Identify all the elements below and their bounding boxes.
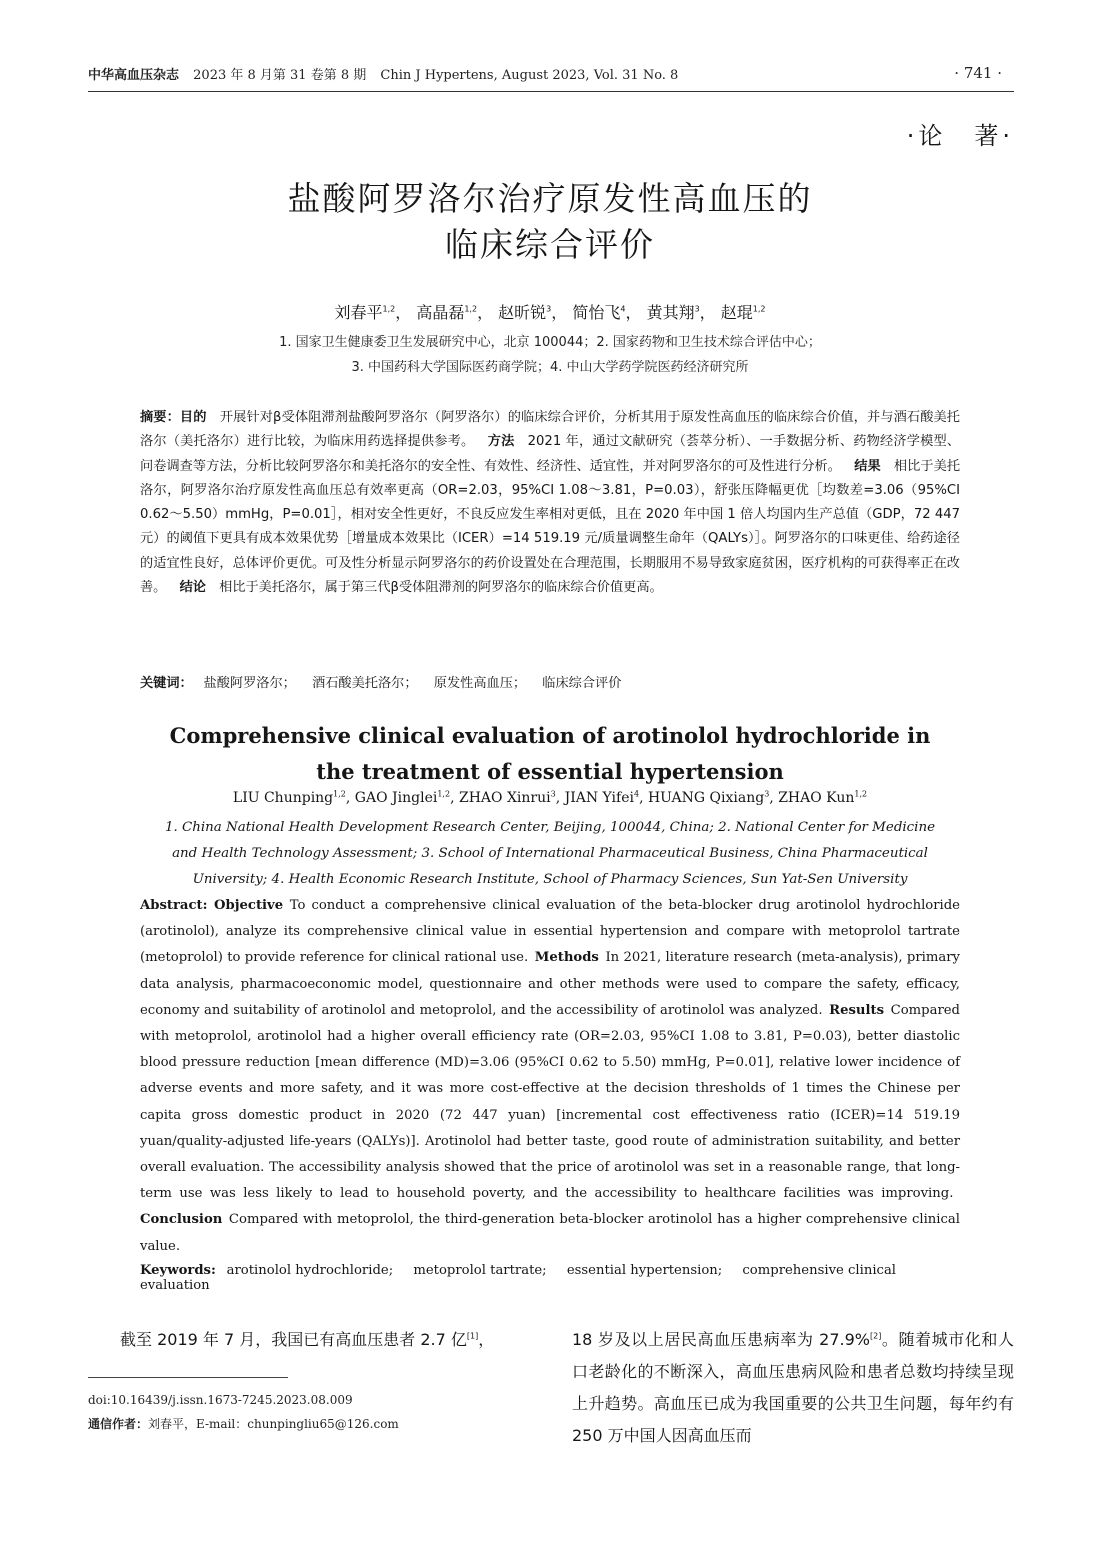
author-affil-mark: 3 xyxy=(694,304,700,314)
abstract-en xyxy=(140,893,960,1260)
conclusion-label: Conclusion xyxy=(140,1212,223,1228)
author-name: 赵昕锐 xyxy=(498,303,547,322)
affiliations-en: 1. China National Health Development Research Center, Beijing, 100044, China; 2. National Center for Medicine and Health Technology Assessment; 3. School of International Pharmaceutical Business, China Pharmaceutical University; 4. Health Economic Research Institute, School of Pharmacy Sciences, Sun Yat-Sen University xyxy=(164,820,936,887)
author-name: JIAN Yifei xyxy=(564,790,634,806)
keywords-en xyxy=(140,1263,960,1293)
running-header xyxy=(88,64,1014,92)
results-label: 结果 xyxy=(854,458,881,474)
corresponding-text: 刘春平，E-mail：chunpingliu65@126.com xyxy=(148,1417,399,1431)
author-affil-mark: 3 xyxy=(550,789,556,799)
objective-label: Objective xyxy=(214,898,284,913)
citation-ref: [2] xyxy=(870,1331,882,1341)
title-en-line: Comprehensive clinical evaluation of arotinolol hydrochloride in xyxy=(169,723,931,748)
issue-info-cn: 2023 年 8 月第 31 卷第 8 期 xyxy=(193,68,367,83)
conclusion-text: Compared with metoprolol, the third-generation beta-blocker arotinolol has a higher comprehensive clinical value. xyxy=(140,1212,960,1254)
author-affil-mark: 1,2 xyxy=(382,304,396,314)
author-name: 刘春平 xyxy=(334,303,383,322)
doi: doi:10.16439/j.issn.1673-7245.2023.08.009 xyxy=(88,1393,353,1407)
keyword: 原发性高血压； xyxy=(433,676,527,691)
author-name: 高晶磊 xyxy=(416,303,465,322)
affiliation-line: 3. 中国药科大学国际医药商学院；4. 中山大学药学院医药经济研究所 xyxy=(351,360,749,375)
affiliations-cn xyxy=(0,330,1100,380)
keyword: metoprolol tartrate; xyxy=(413,1263,547,1278)
issue-info-en: Chin J Hypertens, August 2023, Vol. 31 No. 8 xyxy=(380,68,679,83)
methods-text: 2021 年，通过文献研究（荟萃分析）、一手数据分析、药物经济学模型、问卷调查等方法，分析比较阿罗洛尔和美托洛尔的安全性、有效性、经济性、适宜性，并对阿罗洛尔的可及性进行分析。 xyxy=(140,434,961,474)
methods-label: 方法 xyxy=(487,434,515,450)
author-name: LIU Chunping xyxy=(232,790,334,806)
author-name: 简怡飞 xyxy=(572,303,621,322)
author-name: 黄其翔 xyxy=(646,303,695,322)
keyword: 临床综合评价 xyxy=(542,676,622,691)
author-affil-mark: 3 xyxy=(764,789,770,799)
results-text: Compared with metoprolol, arotinolol had a higher overall efficiency rate (OR=2.03, 95%CI 1.08 to 3.81, P=0.03), better diastolic blood pressure reduction [mean difference (MD)=3.06 (95%CI 0.62 to 5.50) mmHg, P=0.01], relative lower incidence of adverse events and more safety, and it was more cost-effective at the decision thresholds of 1 times the Chinese per capita gross domestic product in 2020 (72 447 yuan) [incremental cost effectiveness ratio (ICER)=14 519.19 yuan/quality-adjusted life-years (QALYs)]. Arotinolol had better taste, good route of administration suitability, and better overall evaluation. The accessibility analysis showed that the price of arotinolol was set in a reasonable range, that long-term use was less likely to lead to household poverty, and the accessibility to healthcare facilities was improving. xyxy=(140,1002,960,1202)
author-affil-mark: 1,2 xyxy=(464,304,478,314)
citation-ref: [1] xyxy=(466,1331,479,1341)
header-rule xyxy=(88,91,1014,92)
keyword: essential hypertension; xyxy=(566,1263,723,1278)
objective-text: 开展针对β受体阻滞剂盐酸阿罗洛尔（阿罗洛尔）的临床综合评价，分析其用于原发性高血压的临床综合价值，并与酒石酸美托洛尔（美托洛尔）进行比较，为临床用药选择提供参考。 xyxy=(140,410,960,450)
body-column-left xyxy=(88,1324,528,1356)
title-cn xyxy=(0,176,1100,268)
title-en-line: the treatment of essential hypertension xyxy=(316,759,784,784)
methods-text: In 2021, literature research (meta-analysis), primary data analysis, pharmacoeconomic model, questionnaire and other methods were used to compare the safety, efficacy, economy and suitability of arotinolol and metoprolol, and the accessibility of arotinolol was analyzed. xyxy=(140,950,960,1018)
results-label: Results xyxy=(829,1002,885,1018)
author-affil-mark: 3 xyxy=(546,304,552,314)
abstract-label: 摘要： xyxy=(140,410,180,425)
body-text: 18 岁及以上居民高血压患病率为 27.9% xyxy=(572,1330,871,1349)
author-name: ZHAO Xinrui xyxy=(458,790,551,806)
abstract-label: Abstract: xyxy=(140,898,208,913)
methods-label: Methods xyxy=(534,950,599,966)
title-cn-line: 临床综合评价 xyxy=(445,225,655,264)
footnotes xyxy=(88,1388,528,1436)
keyword: arotinolol hydrochloride; xyxy=(226,1263,394,1278)
body-text: 截至 2019 年 7 月，我国已有高血压患者 2.7 亿 xyxy=(120,1330,467,1349)
author-name: HUANG Qixiang xyxy=(647,790,765,806)
author-list-cn: 刘春平$^{1,2}$， 高晶磊$^{1,2}$， 赵昕锐$^3$， 简怡飞$^4$， 黄其翔$^3$， 赵琨$^{1,2}$ xyxy=(334,303,766,322)
keyword: 盐酸阿罗洛尔； xyxy=(203,676,296,691)
keyword: 酒石酸美托洛尔； xyxy=(312,676,418,691)
author-name: 赵琨 xyxy=(720,303,753,322)
keyword: comprehensive clinical evaluation xyxy=(140,1263,897,1293)
page-number: · 741 · xyxy=(954,64,1002,82)
affiliation-line: 1. 国家卫生健康委卫生发展研究中心，北京 100044；2. 国家药物和卫生技术综合评估中心； xyxy=(279,335,821,350)
abstract-cn xyxy=(140,406,960,600)
body-column-right xyxy=(572,1324,1014,1452)
author-affil-mark: 1,2 xyxy=(437,789,451,799)
title-cn-line: 盐酸阿罗洛尔治疗原发性高血压的 xyxy=(287,179,813,218)
journal-name: 中华高血压杂志 xyxy=(88,68,180,83)
corresponding-label: 通信作者： xyxy=(88,1417,149,1431)
results-text: 相比于美托洛尔，阿罗洛尔治疗原发性高血压总有效率更高（OR=2.03，95%CI 1.08～3.81，P=0.03），舒张压降幅更优［均数差=3.06（95%CI 0.62～5.50）mmHg，P=0.01］，相对安全性更好，不良反应发生率相对更低，且在 2020 年中国 1 倍人均国内生产总值（GDP，72 447 元）的阈值下更具有成本效果优势［增量成本效果比（ICER）=14 519.19 元/质量调整生命年（QALYs）］。阿罗洛尔的口味更佳、给药途径的适宜性良好，总体评价更优。可及性分析显示阿罗洛尔的药价设置处在合理范围，长期服用不易导致家庭贫困，医疗机构的可获得率正在改善。 xyxy=(140,458,961,596)
section-label: ·论 著· xyxy=(906,122,1014,150)
keywords-label: Keywords: xyxy=(140,1263,216,1278)
author-name: GAO Jinglei xyxy=(354,790,438,806)
author-affil-mark: 1,2 xyxy=(333,789,346,799)
keywords-cn xyxy=(140,672,960,691)
footnote-rule xyxy=(88,1377,288,1378)
conclusion-label: 结论 xyxy=(179,580,206,596)
author-affil-mark: 1,2 xyxy=(752,304,766,314)
body-paragraph xyxy=(88,1324,528,1356)
keywords-label: 关键词： xyxy=(140,676,193,691)
body-text: 。随着城市化和人口老龄化的不断深入，高血压患病风险和患者总数均持续呈现上升趋势。高血压已成为我国重要的公共卫生问题，每年约有 250 万中国人因高血压而 xyxy=(572,1330,1014,1445)
body-paragraph xyxy=(572,1324,1014,1452)
body-text: ， xyxy=(478,1330,495,1349)
author-affil-mark: 1,2 xyxy=(854,789,868,799)
conclusion-text: 相比于美托洛尔，属于第三代β受体阻滞剂的阿罗洛尔的临床综合价值更高。 xyxy=(219,580,663,596)
author-affil-mark: 4 xyxy=(633,789,640,799)
author-list-en: LIU Chunping$^{1,2}$, GAO Jinglei$^{1,2}$, ZHAO Xinrui$^3$, JIAN Yifei$^4$, HUANG Qixiang$^3$, ZHAO Kun$^{1,2}$ xyxy=(232,789,868,806)
author-name: ZHAO Kun xyxy=(778,790,855,806)
objective-label: 目的 xyxy=(179,410,207,425)
title-en xyxy=(0,718,1100,790)
objective-text: To conduct a comprehensive clinical evaluation of the beta-blocker drug arotinolol hydrochloride (arotinolol), analyze its comprehensive clinical value in essential hypertension and compare with metoprolol tartrate (metoprolol) to provide reference for clinical rational use. xyxy=(140,898,960,966)
author-affil-mark: 4 xyxy=(620,304,626,314)
corresponding-author xyxy=(88,1412,528,1436)
